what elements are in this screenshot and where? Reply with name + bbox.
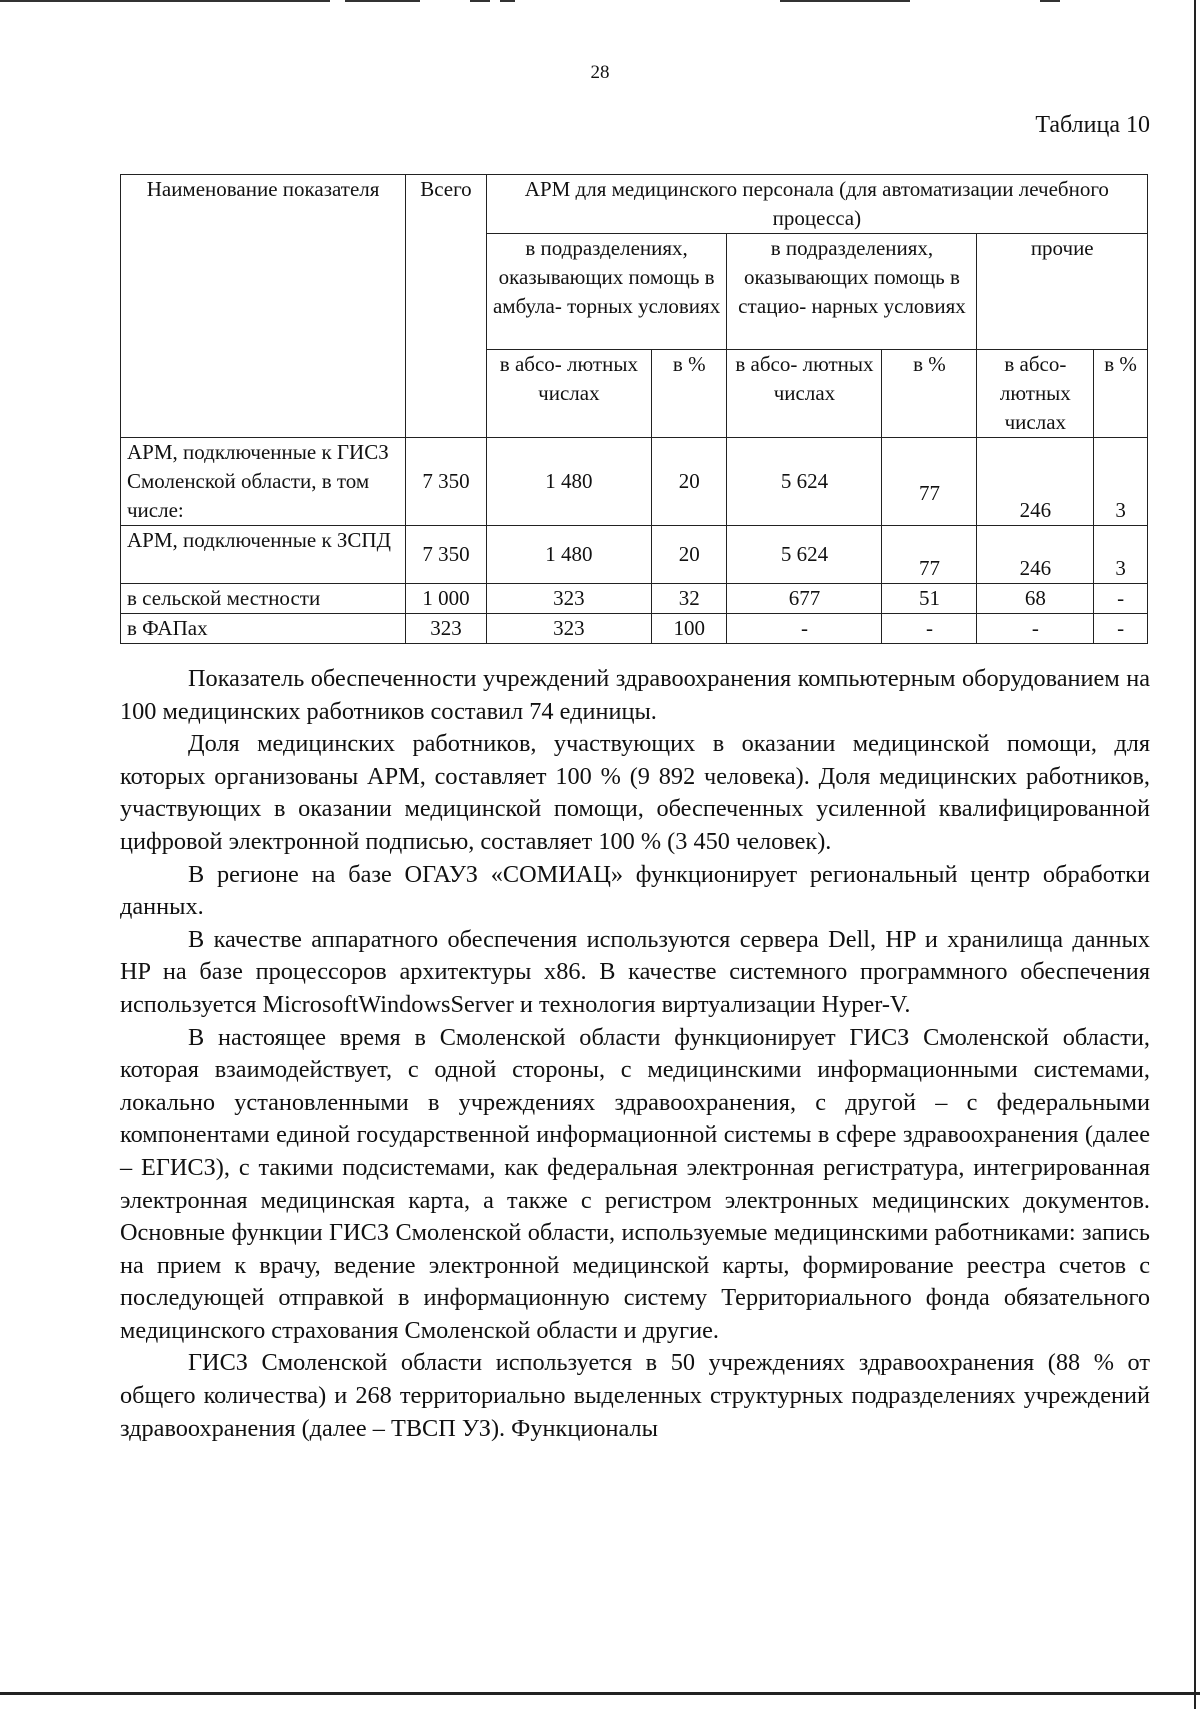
cell-stat-abs: 5 624 bbox=[727, 526, 882, 584]
cell-oth-pct: 3 bbox=[1094, 438, 1148, 526]
cell-amb-abs: 323 bbox=[486, 614, 651, 644]
header-pct-2: в % bbox=[882, 350, 977, 438]
header-group: АРМ для медицинского персонала (для автоматизации лечебного процесса) bbox=[486, 175, 1147, 234]
table-caption: Таблица 10 bbox=[1035, 112, 1150, 138]
header-sub-other: прочие bbox=[977, 234, 1148, 350]
cell-stat-pct: - bbox=[882, 614, 977, 644]
header-abs-2: в абсо- лютных числах bbox=[727, 350, 882, 438]
cell-total: 1 000 bbox=[406, 584, 487, 614]
scan-bottom-edge bbox=[0, 1692, 1200, 1695]
cell-total: 7 350 bbox=[406, 438, 487, 526]
scan-top-edge bbox=[0, 0, 1200, 6]
cell-oth-abs: - bbox=[977, 614, 1094, 644]
cell-stat-abs: 677 bbox=[727, 584, 882, 614]
cell-amb-pct: 20 bbox=[652, 438, 727, 526]
scan-right-edge bbox=[1194, 0, 1196, 1709]
cell-oth-abs: 246 bbox=[977, 438, 1094, 526]
table-row bbox=[121, 584, 1148, 614]
cell-stat-pct: 51 bbox=[882, 584, 977, 614]
table-row bbox=[121, 438, 1148, 526]
cell-oth-pct: - bbox=[1094, 584, 1148, 614]
cell-oth-pct: - bbox=[1094, 614, 1148, 644]
paragraph: В регионе на базе ОГАУЗ «СОМИАЦ» функционирует региональный центр обработки данных. bbox=[120, 860, 1150, 921]
paragraph: В настоящее время в Смоленской области функционирует ГИСЗ Смоленской области, которая взаимодействует, с одной стороны, с медицинскими информационными системами, локально установленными в учреждениях здравоохранения, с другой – с федеральными компонентами единой государственной информационной системы в сфере здравоохранения (далее – ЕГИСЗ), с такими подсистемами, как федеральная электронная регистратура, интегрированная электронная медицинская карта, а также с регистром электронных медицинских документов. Основные функции ГИСЗ Смоленской области, используемые медицинскими работниками: запись на прием к врачу, ведение электронной медицинской карты, формирование реестра счетов с последующей отправкой в информационную систему Территориального фонда обязательного медицинского страхования Смоленской области и другие. bbox=[120, 1023, 1150, 1344]
cell-stat-pct: 77 bbox=[882, 526, 977, 584]
row-name: АРМ, подключенные к ГИСЗ Смоленской области, в том числе: bbox=[121, 438, 406, 526]
paragraph: Показатель обеспеченности учреждений здравоохранения компьютерным оборудованием на 100 медицинских работников составил 74 единицы. bbox=[120, 665, 1150, 725]
header-sub-stationary: в подразделениях, оказывающих помощь в стацио- нарных условиях bbox=[727, 234, 977, 350]
cell-oth-pct: 3 bbox=[1094, 526, 1148, 584]
row-name: в сельской местности bbox=[121, 584, 406, 614]
cell-amb-abs: 323 bbox=[486, 584, 651, 614]
header-sub-ambulatory: в подразделениях, оказывающих помощь в амбула- торных условиях bbox=[486, 234, 727, 350]
cell-oth-abs: 68 bbox=[977, 584, 1094, 614]
cell-amb-abs: 1 480 bbox=[486, 438, 651, 526]
body-text bbox=[120, 663, 1150, 1445]
data-table bbox=[120, 174, 1148, 644]
paragraph: Доля медицинских работников, участвующих в оказании медицинской помощи, для которых организованы АРМ, составляет 100 % (9 892 человека). Доля медицинских работников, участвующих в оказании медицинской помощи, обеспеченных усиленной квалифицированной цифровой электронной подписью, составляет 100 % (3 450 человек). bbox=[120, 730, 1150, 855]
cell-amb-pct: 20 bbox=[652, 526, 727, 584]
header-total: Всего bbox=[406, 175, 487, 438]
header-pct-3: в % bbox=[1094, 350, 1148, 438]
cell-stat-abs: - bbox=[727, 614, 882, 644]
header-abs-1: в абсо- лютных числах bbox=[486, 350, 651, 438]
cell-total: 323 bbox=[406, 614, 487, 644]
cell-total: 7 350 bbox=[406, 526, 487, 584]
header-row-1 bbox=[121, 175, 1148, 234]
cell-stat-abs: 5 624 bbox=[727, 438, 882, 526]
cell-amb-pct: 32 bbox=[652, 584, 727, 614]
paragraph: В качестве аппаратного обеспечения используются сервера Dell, HP и хранилища данных HP на базе процессоров архитектуры x86. В качестве системного программного обеспечения используется MicrosoftWindowsServer и технология виртуализации Hyper-V. bbox=[120, 925, 1150, 1018]
cell-amb-abs: 1 480 bbox=[486, 526, 651, 584]
header-abs-3: в абсо- лютных числах bbox=[977, 350, 1094, 438]
table-row bbox=[121, 614, 1148, 644]
table-row bbox=[121, 526, 1148, 584]
page-number: 28 bbox=[590, 62, 610, 83]
row-name: в ФАПах bbox=[121, 614, 406, 644]
cell-stat-pct: 77 bbox=[882, 438, 977, 526]
header-indicator: Наименование показателя bbox=[121, 175, 406, 438]
header-pct-1: в % bbox=[652, 350, 727, 438]
row-name: АРМ, подключенные к ЗСПД bbox=[121, 526, 406, 584]
paragraph: ГИСЗ Смоленской области используется в 50 учреждениях здравоохранения (88 % от общего количества) и 268 территориально выделенных структурных подразделениях учреждений здравоохранения (далее – ТВСП УЗ). Функционалы bbox=[120, 1349, 1150, 1442]
cell-amb-pct: 100 bbox=[652, 614, 727, 644]
cell-oth-abs: 246 bbox=[977, 526, 1094, 584]
